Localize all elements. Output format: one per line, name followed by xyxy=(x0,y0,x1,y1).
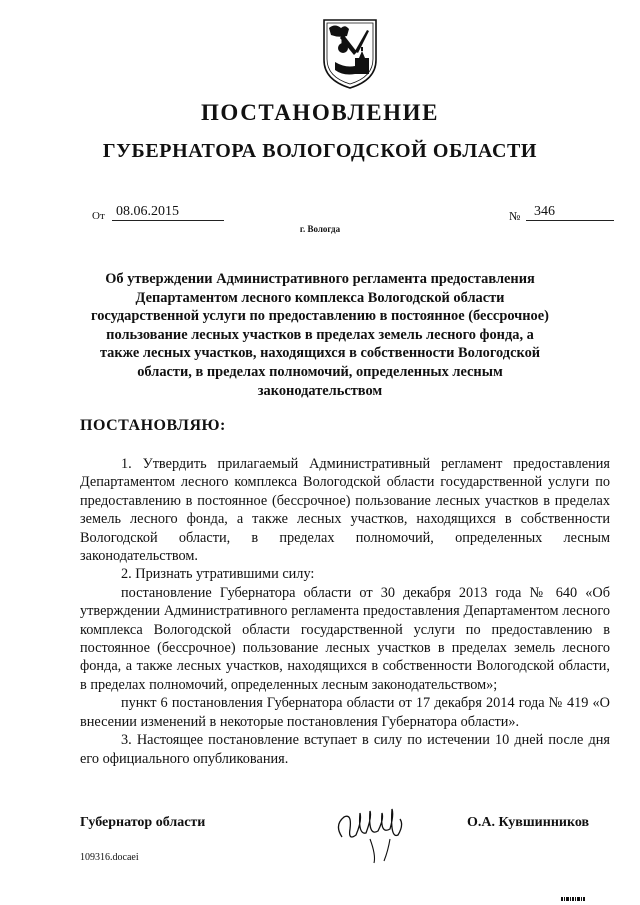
signatory-title: Губернатор области xyxy=(80,815,206,830)
paragraph-2-item-2: пункт 6 постановления Губернатора области от 17 декабря 2014 года № 419 «О внесении изменений в некоторые постановления Губернатора области». xyxy=(80,695,610,730)
date-label: От xyxy=(92,210,105,222)
city-name: г. Вологда xyxy=(299,224,341,234)
decree-heading: ПОСТАНОВЛЯЮ: xyxy=(80,417,226,434)
document-title: ПОСТАНОВЛЕНИЕ xyxy=(200,100,440,125)
paragraph-2-item-1: постановление Губернатора области от 30 декабря 2013 года № 640 «Об утверждении Административного регламента предоставления Департаментом лесного комплекса Вологодской области государственной услуги по предоставлению в постоянное (бессрочное) пользование лесных участков в пределах земель лесного фонда, а также лесных участков, находящихся в собственности Вологодской области, в пределах полномочий, определенных лесным законодательством»; xyxy=(80,584,610,693)
barcode-icon xyxy=(561,897,585,901)
signatory-name: О.А. Кувшинников xyxy=(467,815,590,830)
paragraph-2: 2. Признать утратившими силу: xyxy=(121,566,315,583)
document-subject: Об утверждении Административного регламента предоставления Департаментом лесного комплекса Вологодской области государственной услуги по предоставлению в постоянное (бессрочное) пользование лесных участков в пределах земель лесного фонда, а также лесных участков, находящихся в собственности Вологодской области, в пределах полномочий, определенных лесным законодательством xyxy=(91,271,549,399)
document-body xyxy=(80,455,610,768)
paragraph-3: 3. Настоящее постановление вступает в силу по истечении 10 дней после дня его официального опубликования. xyxy=(80,732,610,767)
number-label: № xyxy=(509,209,521,223)
document-code: 109316.docaei xyxy=(80,852,139,863)
document-number: 346 xyxy=(526,203,614,221)
paragraph-1: 1. Утвердить прилагаемый Административный регламент предоставления Департаментом лесного комплекса Вологодской области государственной услуги по предоставлению в постоянное (бессрочное) пользование лесных участков в пределах земель лесного фонда, а также лесных участков, находящихся в собственности Вологодской области, в пределах полномочий, определенных лесным законодательством. xyxy=(80,456,610,565)
document-date: 08.06.2015 xyxy=(112,203,224,221)
signature-image xyxy=(330,795,420,865)
coat-of-arms-icon xyxy=(321,18,379,90)
document-issuer: ГУБЕРНАТОРА ВОЛОГОДСКОЙ ОБЛАСТИ xyxy=(102,140,538,162)
